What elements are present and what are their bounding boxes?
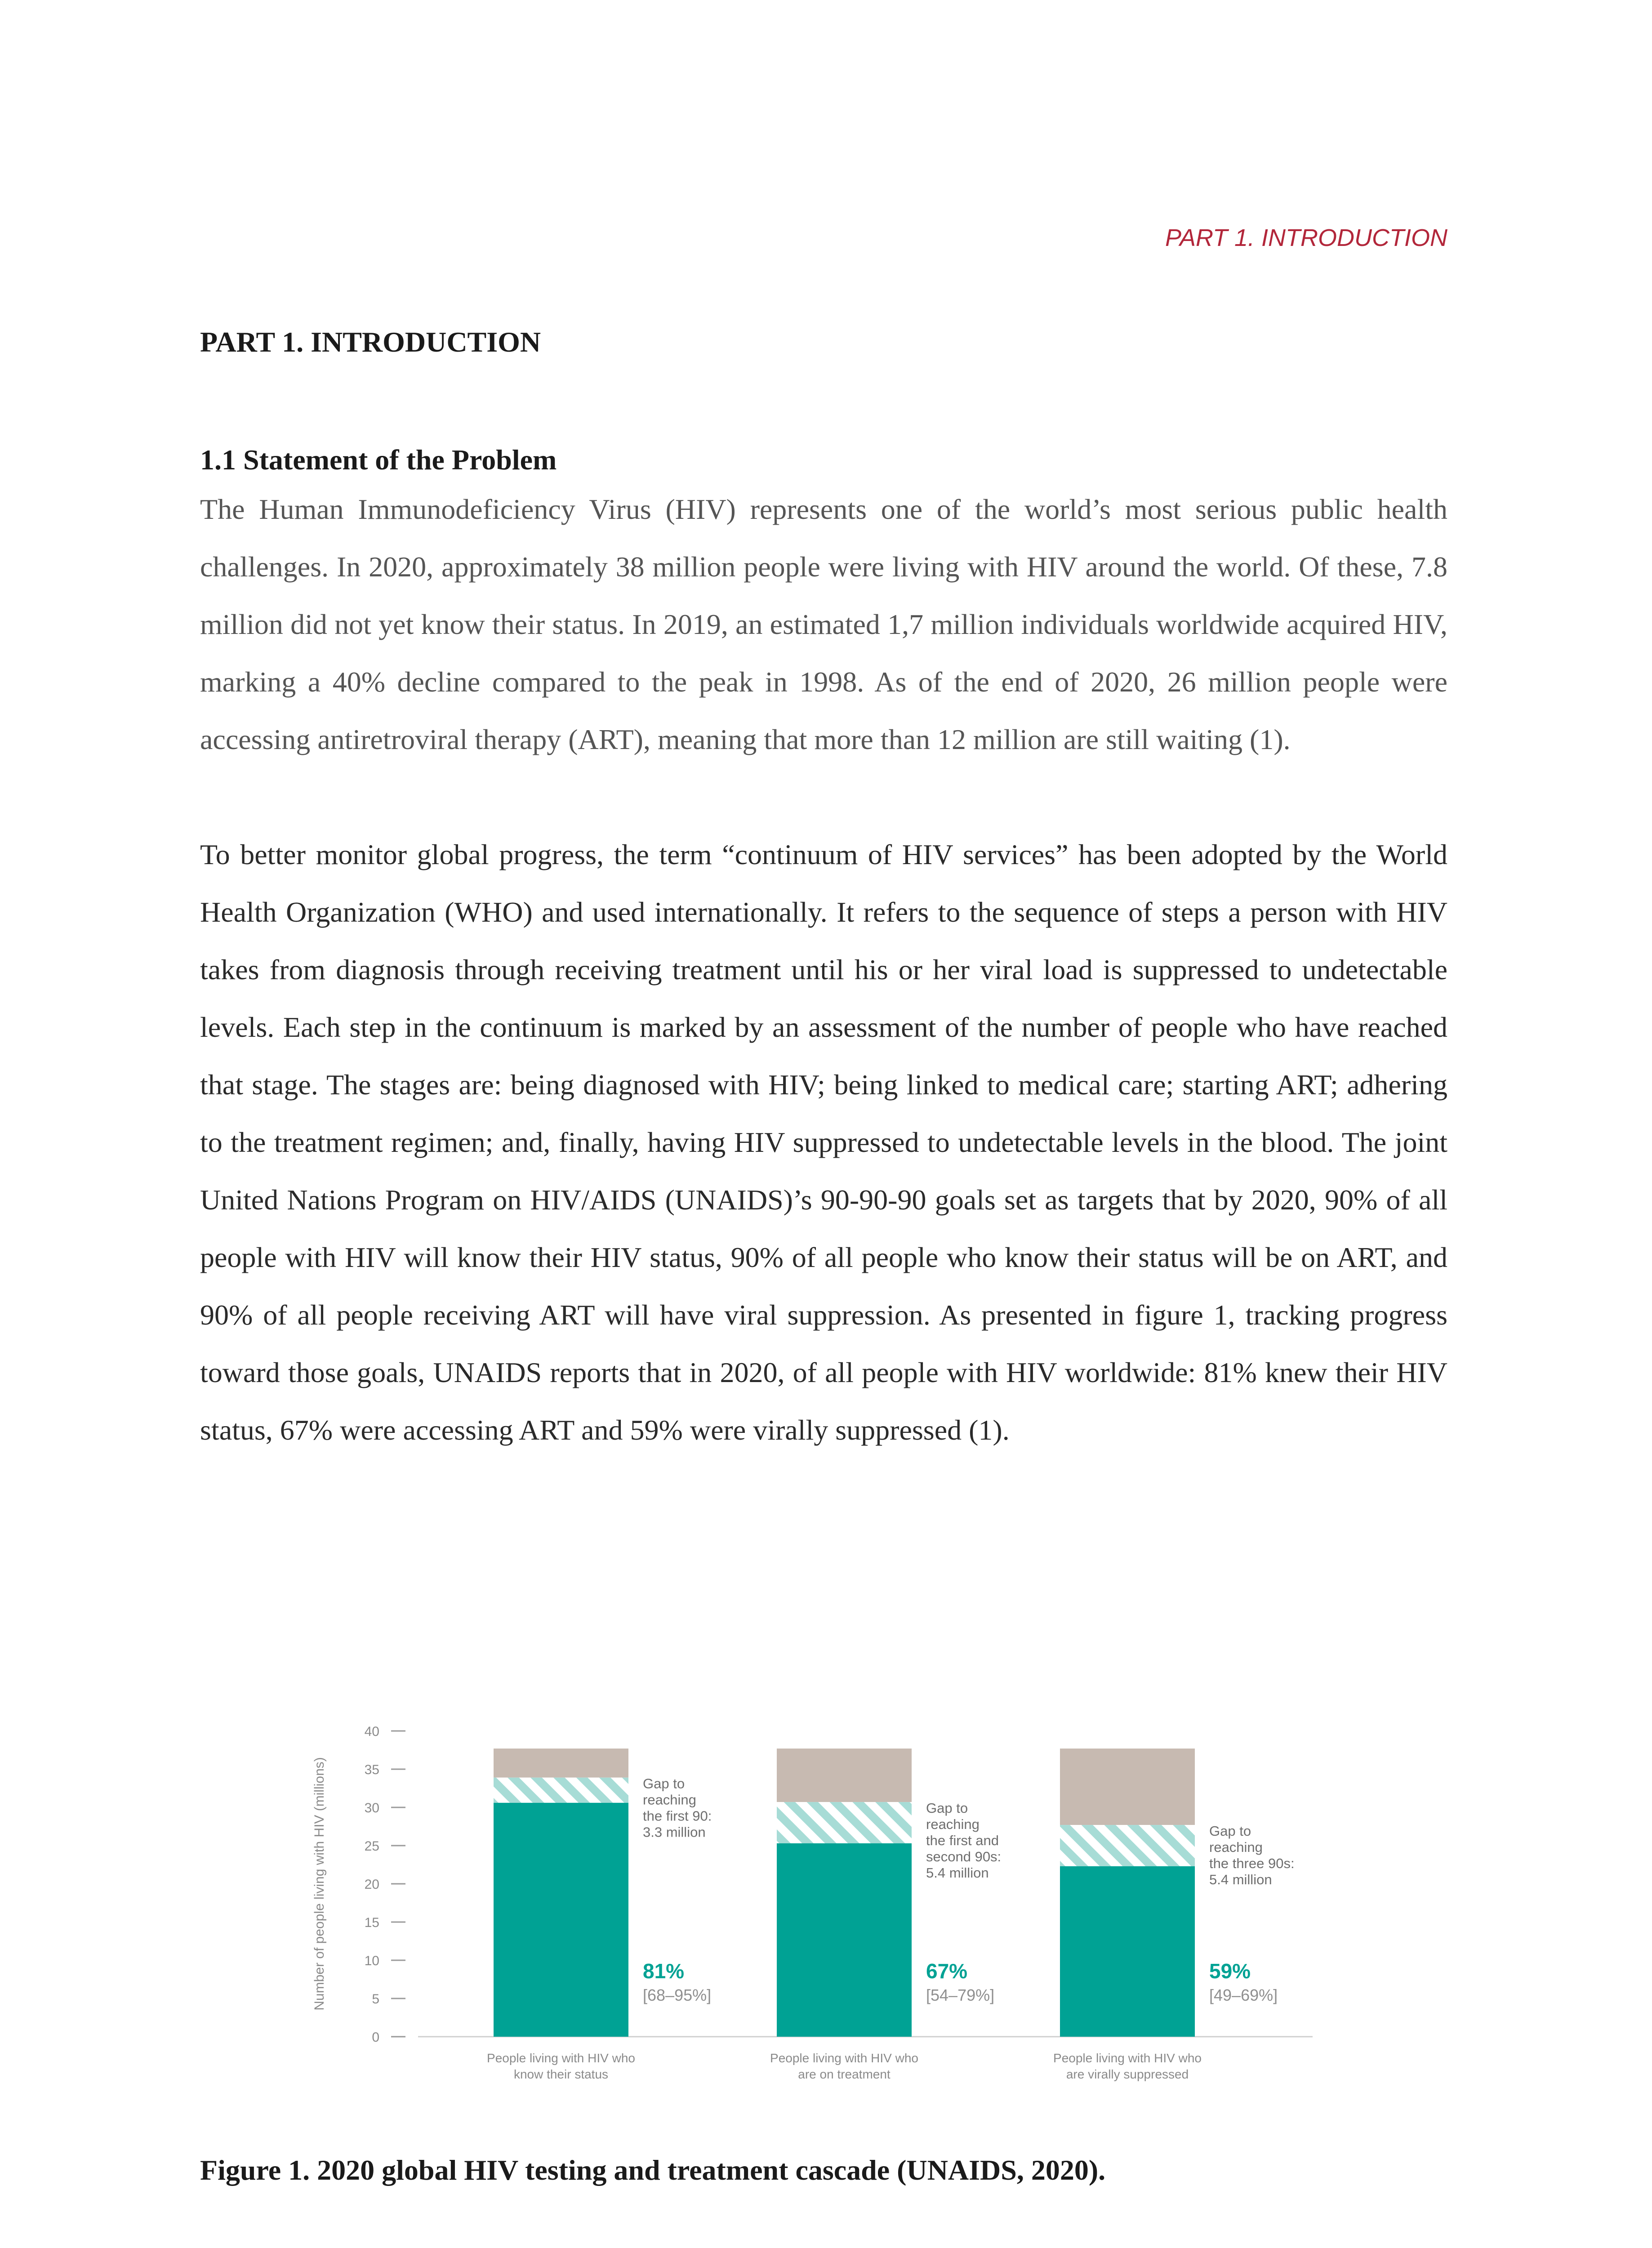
gap-label-line: reaching (1209, 1839, 1263, 1855)
figure-caption: Figure 1. 2020 global HIV testing and treatment cascade (UNAIDS, 2020). (200, 2154, 1106, 2186)
range-label: [49–69%] (1209, 1986, 1278, 2004)
y-tick-label: 20 (364, 1877, 379, 1892)
gap-label-line: 3.3 million (643, 1824, 706, 1840)
y-tick-label: 10 (364, 1954, 379, 1968)
bar-gap-segment (777, 1802, 912, 1843)
bar-value (1060, 1866, 1195, 2037)
gap-label-line: Gap to (643, 1775, 685, 1792)
bar-remaining-segment (494, 1748, 628, 1778)
y-tick-label: 35 (364, 1762, 379, 1777)
bar-gap-segment (1060, 1825, 1195, 1866)
paragraph-continuum: To better monitor global progress, the term “continuum of HIV services” has been adopted by the World Health Organization (WHO) and used internationally. It refers to the sequence of steps a person with HIV takes from diagnosis through receiving treatment until his or her viral load is suppressed to undetectable levels. Each step in the continuum is marked by an assessment of the number of people who have reached that stage. The stages are: being diagnosed with HIV; being linked to medical care; starting ART; adhering to the treatment regimen; and, finally, having HIV suppressed to undetectable levels in the blood. The joint United Nations Program on HIV/AIDS (UNAIDS)’s 90-90-90 goals set as targets that by 2020, 90% of all people with HIV will know their HIV status, 90% of all people who know their status will be on ART, and 90% of all people receiving ART will have viral suppression. As presented in figure 1, tracking progress toward those goals, UNAIDS reports that in 2020, of all people with HIV worldwide: 81% knew their HIV status, 67% were accessing ART and 59% were virally suppressed (1). (200, 839, 1447, 1446)
percent-label: 59% (1209, 1959, 1251, 1983)
gap-label-line: 5.4 million (1209, 1872, 1272, 1888)
y-tick-label: 25 (364, 1839, 379, 1854)
gap-label-line: second 90s: (926, 1849, 1002, 1865)
category-label-line: know their status (513, 2067, 609, 2081)
bar-value (494, 1803, 628, 2037)
category-label-line: People living with HIV who (487, 2051, 635, 2065)
gap-label-line: Gap to (1209, 1823, 1251, 1839)
hiv-cascade-chart (306, 1713, 1344, 2095)
category-label-line: are on treatment (798, 2067, 891, 2081)
category-label-line: People living with HIV who (1053, 2051, 1202, 2065)
percent-label: 81% (643, 1959, 685, 1983)
gap-label-line: the first and (926, 1833, 999, 1849)
bar-gap-segment (494, 1778, 628, 1803)
category-label-line: are virally suppressed (1066, 2067, 1189, 2081)
bar-remaining-segment (1060, 1748, 1195, 1825)
bar-value (777, 1843, 912, 2037)
y-tick-label: 30 (364, 1801, 379, 1815)
range-label: [68–95%] (643, 1986, 712, 2004)
y-tick-label: 15 (364, 1915, 379, 1930)
part-title: PART 1. INTRODUCTION (200, 326, 541, 358)
bar-remaining-segment (777, 1748, 912, 1802)
gap-label-line: Gap to (926, 1800, 968, 1816)
gap-label-line: reaching (643, 1792, 696, 1808)
gap-label-line: 5.4 million (926, 1865, 989, 1881)
y-tick-label: 0 (372, 2030, 379, 2045)
gap-label-line: the first 90: (643, 1808, 712, 1824)
main-content (200, 321, 1447, 1459)
gap-label-line: reaching (926, 1816, 980, 1833)
y-axis-label: Number of people living with HIV (millions) (312, 1757, 327, 2011)
category-label-line: People living with HIV who (770, 2051, 918, 2065)
percent-label: 67% (926, 1959, 968, 1983)
gap-label-line: the three 90s: (1209, 1855, 1295, 1872)
chart-svg (306, 1713, 1344, 2095)
y-tick-label: 5 (372, 1992, 379, 2007)
running-header: PART 1. INTRODUCTION (1165, 224, 1447, 251)
y-tick-label: 40 (364, 1724, 379, 1739)
section-title: 1.1 Statement of the Problem (200, 444, 557, 476)
range-label: [54–79%] (926, 1986, 995, 2004)
paragraph-problem-statement: The Human Immunodeficiency Virus (HIV) represents one of the world’s most serious public health challenges. In 2020, approximately 38 million people were living with HIV around the world. Of these, 7.8 million did not yet know their status. In 2019, an estimated 1,7 million individuals worldwide acquired HIV, marking a 40% decline compared to the peak in 1998. As of the end of 2020, 26 million people were accessing antiretroviral therapy (ART), meaning that more than 12 million are still waiting (1). (200, 493, 1447, 755)
